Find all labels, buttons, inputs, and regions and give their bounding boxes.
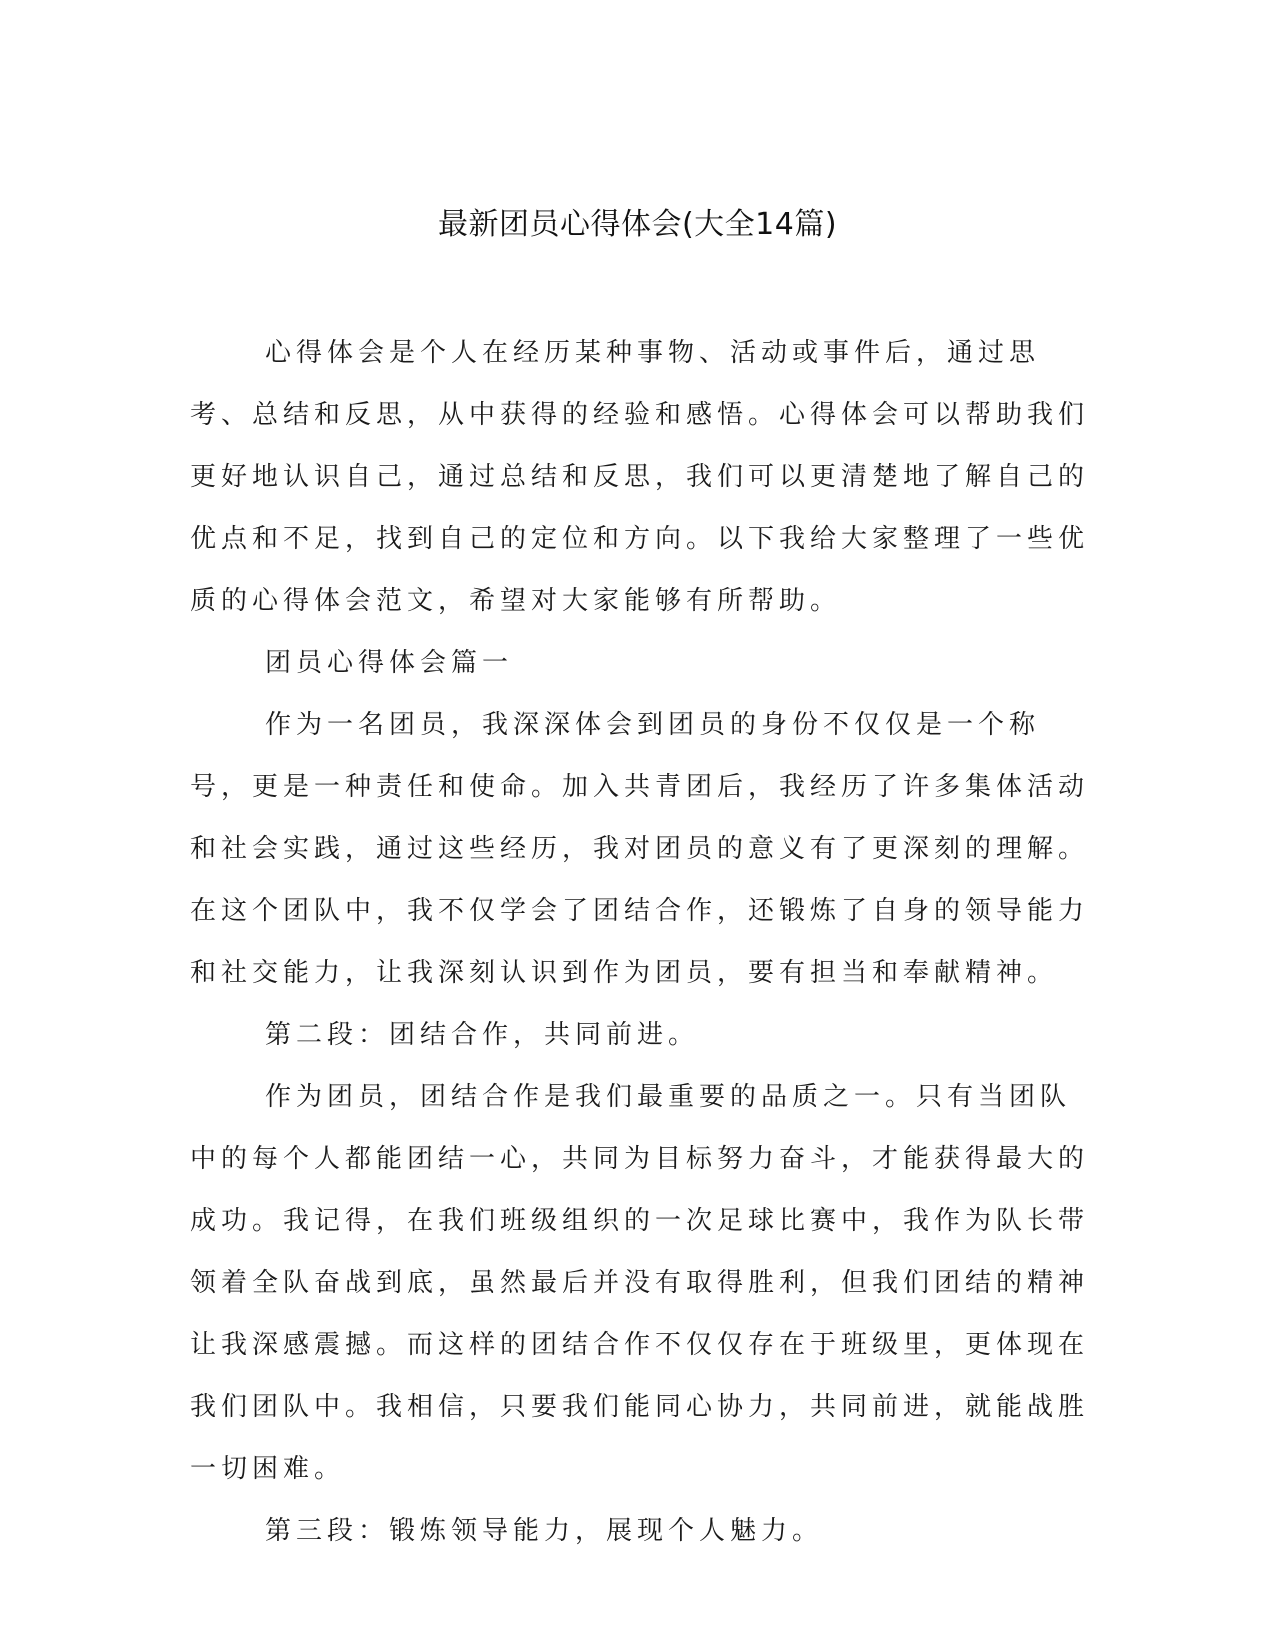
document-body	[190, 322, 1090, 1562]
intro-paragraph: 心得体会是个人在经历某种事物、活动或事件后，通过思考、总结和反思，从中获得的经验和感悟。心得体会可以帮助我们更好地认识自己，通过总结和反思，我们可以更清楚地了解自己的优点和不足，找到自己的定位和方向。以下我给大家整理了一些优质的心得体会范文，希望对大家能够有所帮助。	[190, 338, 1090, 616]
section-heading-third: 第三段：锻炼领导能力，展现个人魅力。	[265, 1516, 824, 1546]
document-title: 最新团员心得体会(大全14篇)	[437, 207, 838, 242]
paragraph-second: 作为团员，团结合作是我们最重要的品质之一。只有当团队中的每个人都能团结一心，共同为目标努力奋斗，才能获得最大的成功。我记得，在我们班级组织的一次足球比赛中，我作为队长带领着全队奋战到底，虽然最后并没有取得胜利，但我们团结的精神让我深感震撼。而这样的团结合作不仅仅存在于班级里，更体现在我们团队中。我相信，只要我们能同心协力，共同前进，就能战胜一切困难。	[190, 1082, 1090, 1484]
section-heading-second: 第二段：团结合作，共同前进。	[265, 1020, 700, 1050]
paragraph-part-one: 作为一名团员，我深深体会到团员的身份不仅仅是一个称号，更是一种责任和使命。加入共青团后，我经历了许多集体活动和社会实践，通过这些经历，我对团员的意义有了更深刻的理解。在这个团队中，我不仅学会了团结合作，还锻炼了自身的领导能力和社交能力，让我深刻认识到作为团员，要有担当和奉献精神。	[190, 710, 1090, 988]
section-heading-part-one: 团员心得体会篇一	[265, 648, 514, 678]
